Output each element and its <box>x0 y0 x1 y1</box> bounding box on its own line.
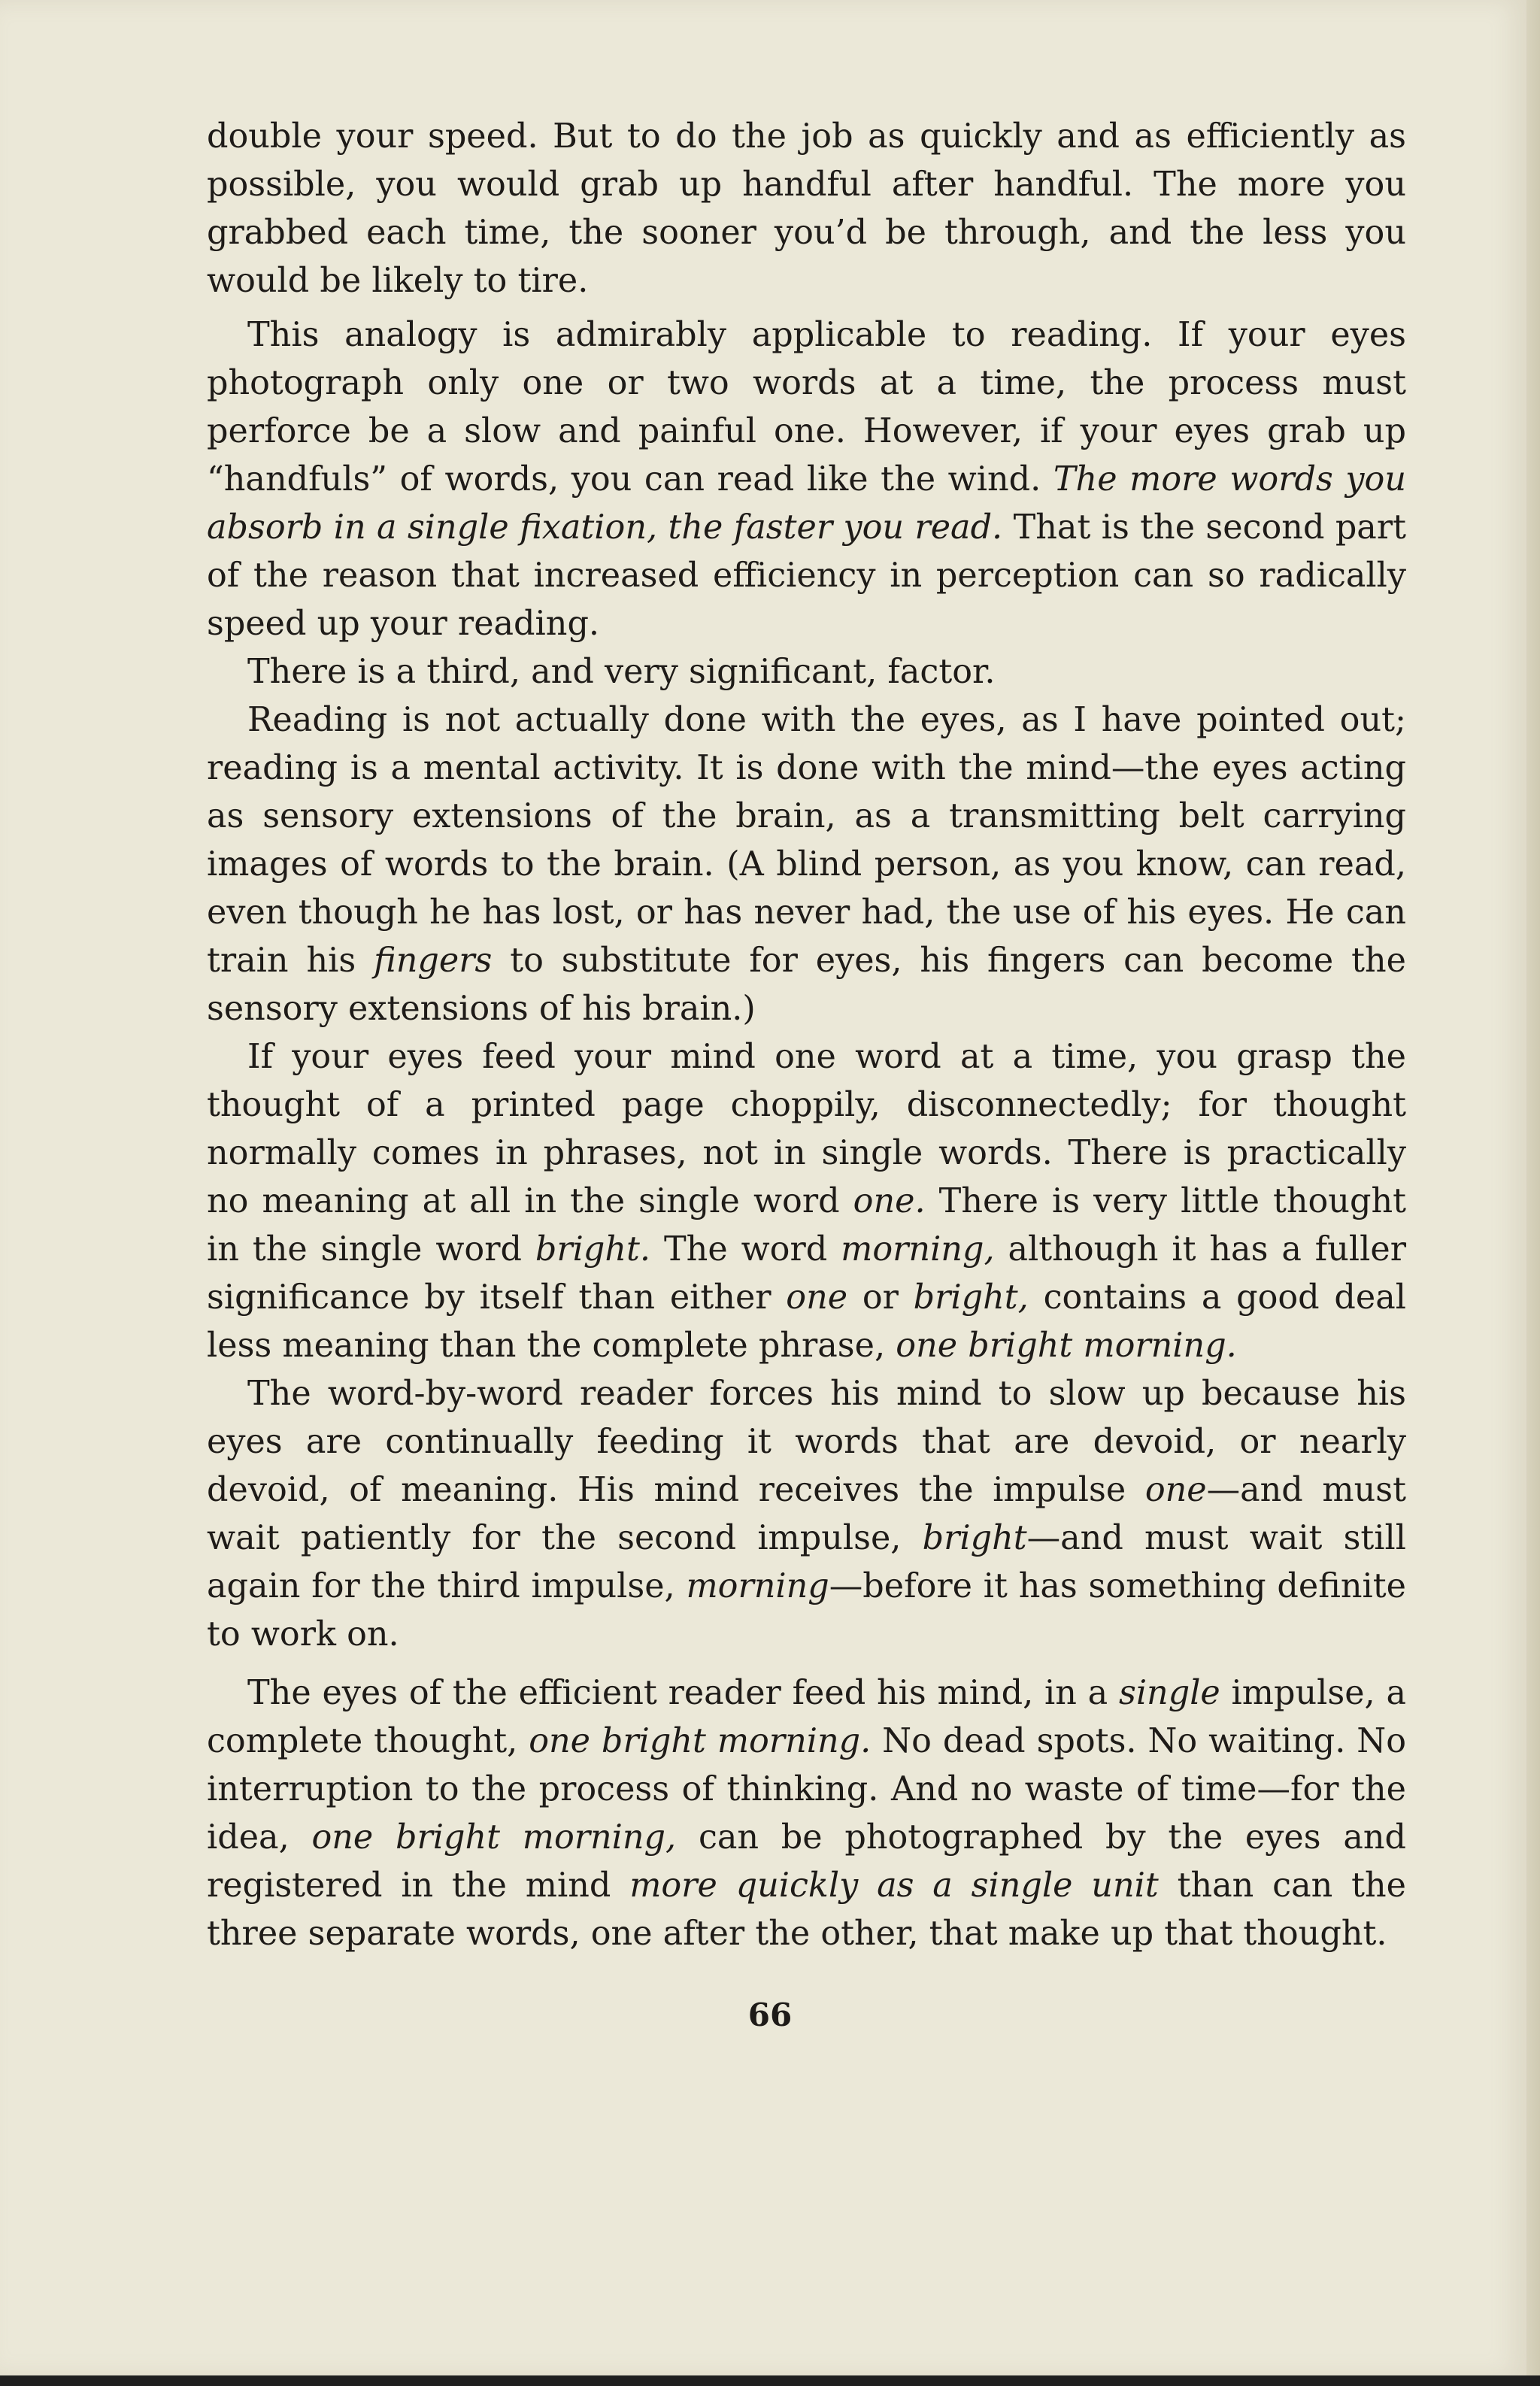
paragraph-6 <box>207 1370 1406 1659</box>
italic-segment: fingers <box>374 941 493 980</box>
text-segment: double your speed. But to do the job as quickly and as efficiently as possible, you would grab up handful after handful. The more you grabbed each time, the sooner you’d be through, and the less you would be likely to tire. <box>207 117 1406 300</box>
italic-segment: The more words you absorb in a single fixation, the faster you read. <box>207 460 1407 547</box>
text-segment: impulse, a complete thought, <box>207 1674 1406 1760</box>
paragraph-5 <box>207 1033 1406 1370</box>
italic-segment: one. <box>853 1182 926 1220</box>
paragraph-2 <box>207 311 1406 648</box>
paragraph-7 <box>207 1669 1406 1958</box>
italic-segment: one bright morning. <box>896 1326 1237 1365</box>
text-segment: Reading is not actually done with the eyes, as I have pointed out; reading is a mental activity. It is done with the mind—the eyes acting as sensory extensions of the brain, as a transmitting belt carrying images of words to the brain. (A blind person, as you know, can read, even though he has lost, or has never had, the use of his eyes. He can train his <box>207 701 1406 980</box>
text-segment: although it has a fuller significance by itself than either <box>207 1230 1406 1317</box>
bottom-edge <box>0 2375 1540 2386</box>
paragraph-4 <box>207 696 1406 1033</box>
italic-segment: bright, <box>913 1278 1029 1317</box>
italic-segment: single <box>1118 1674 1220 1712</box>
italic-segment: one bright morning, <box>311 1818 677 1857</box>
paragraph-3 <box>207 648 1406 696</box>
italic-segment: one bright morning. <box>529 1722 872 1760</box>
text-segment: —and must wait still again for the third impulse, <box>207 1519 1407 1605</box>
italic-segment: bright. <box>535 1230 651 1269</box>
text-segment: to substitute for eyes, his fingers can become the sensory extensions of his brain.) <box>207 941 1406 1028</box>
paragraph-1 <box>207 113 1406 305</box>
text-segment: can be photographed by the eyes and registered in the mind <box>207 1818 1406 1905</box>
italic-segment: bright <box>922 1519 1027 1557</box>
page-number: 66 <box>747 1996 793 2033</box>
italic-segment: more quickly as a single unit <box>629 1866 1159 1905</box>
text-segment: than can the three separate words, one after the other, that make up that thought. <box>207 1866 1406 1953</box>
text-segment: That is the second part of the reason that increased efficiency in perception can so radically speed up your reading. <box>207 508 1406 643</box>
body-text <box>207 113 1406 1958</box>
text-segment: This analogy is admirably applicable to reading. If your eyes photograph only one or two words at a time, the process must perforce be a slow and painful one. However, if your eyes grab up “handfuls” of words, you can read like the wind. <box>207 316 1406 499</box>
text-segment: There is very little thought in the single word <box>207 1182 1406 1269</box>
italic-segment: morning <box>686 1567 829 1605</box>
italic-segment: one <box>786 1278 848 1317</box>
text-segment: or <box>847 1278 914 1317</box>
text-segment: There is a third, and very significant, factor. <box>247 653 996 691</box>
text-segment: —and must wait patiently for the second impulse, <box>207 1471 1406 1557</box>
italic-segment: morning, <box>841 1230 995 1269</box>
italic-segment: one <box>1144 1471 1207 1509</box>
text-segment: —before it has something definite to work on. <box>207 1567 1406 1654</box>
text-segment: If your eyes feed your mind one word at a time, you grasp the thought of a printed page choppily, disconnectedly; for thought normally comes in phrases, not in single words. There is practically no meaning at all in the single word <box>207 1038 1406 1220</box>
text-segment: The word-by-word reader forces his mind to slow up because his eyes are continually feeding it words that are devoid, or nearly devoid, of meaning. His mind receives the impulse <box>207 1375 1406 1509</box>
text-segment: contains a good deal less meaning than the complete phrase, <box>207 1278 1406 1365</box>
text-segment: The eyes of the efficient reader feed his mind, in a <box>247 1674 1119 1712</box>
text-segment: No dead spots. No waiting. No interruption to the process of thinking. And no waste of time—for the idea, <box>207 1722 1407 1857</box>
text-segment: The word <box>650 1230 841 1269</box>
